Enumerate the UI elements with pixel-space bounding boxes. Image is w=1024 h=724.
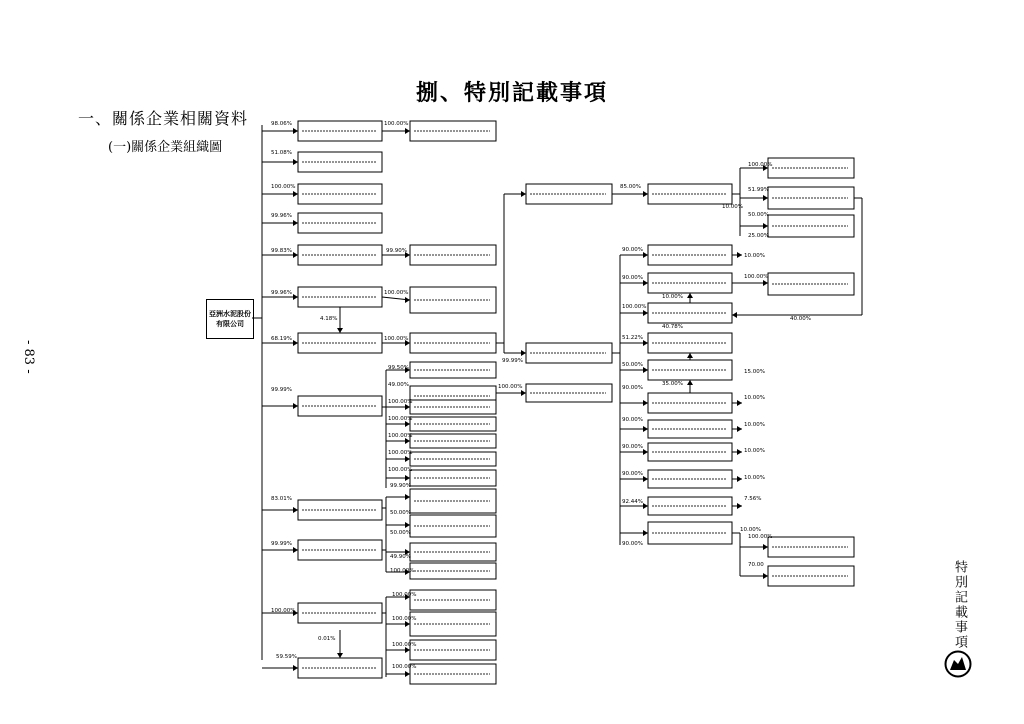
arrow-head-st-4 xyxy=(737,476,742,482)
percent-label-40: 51.22% xyxy=(622,335,643,341)
percent-label-10: 99.99% xyxy=(271,541,292,547)
percent-label-63: 10.00% xyxy=(744,475,765,481)
arrow-head-l45b xyxy=(763,280,768,286)
arrow-head-l34-2 xyxy=(643,310,648,316)
arrow-head-l23c xyxy=(521,390,526,396)
arrow-head-l45-1 xyxy=(763,195,768,201)
arrow-head-l34-8 xyxy=(643,476,648,482)
percent-label-6: 4.18% xyxy=(320,316,338,322)
arrow-head-l45c1 xyxy=(763,544,768,550)
arrow-head-b3-3 xyxy=(405,671,410,677)
percent-label-7: 68.19% xyxy=(271,336,292,342)
percent-label-30: 100.00% xyxy=(392,592,417,598)
percent-label-23: 100.00% xyxy=(388,450,413,456)
percent-label-1: 51.08% xyxy=(271,150,292,156)
percent-label-43: 90.00% xyxy=(622,417,643,423)
arrow-head-b1-5 xyxy=(405,475,410,481)
percent-label-17: 100.00% xyxy=(384,336,409,342)
percent-label-62: 10.00% xyxy=(744,448,765,454)
percent-label-55: 25.00% xyxy=(748,233,769,239)
percent-label-32: 100.00% xyxy=(392,642,417,648)
percent-label-59: 15.00% xyxy=(744,369,765,375)
page-number: - 83 - xyxy=(21,340,36,374)
arrow-head-l12-2 xyxy=(405,297,410,303)
percent-label-35: 100.00% xyxy=(498,384,523,390)
arrow-head-st-3 xyxy=(737,449,742,455)
percent-label-42: 90.00% xyxy=(622,385,643,391)
percent-label-25: 99.90% xyxy=(390,483,411,489)
percent-label-18: 99.50% xyxy=(388,365,409,371)
percent-label-65: 10.00% xyxy=(740,527,761,533)
percent-label-12: 0.01% xyxy=(318,636,336,642)
side-tab-label: 特別記載事項 xyxy=(952,560,967,650)
percent-label-15: 99.90% xyxy=(386,248,407,254)
arrow-head-c1-1 xyxy=(293,159,298,165)
percent-label-64: 7.56% xyxy=(744,496,762,502)
percent-label-58: 40.00% xyxy=(790,316,811,322)
arrow-head-l23b xyxy=(521,350,526,356)
percent-label-54: 50.00% xyxy=(748,212,769,218)
percent-label-49: 40.78% xyxy=(662,324,683,330)
percent-label-19: 49.00% xyxy=(388,382,409,388)
percent-label-21: 100.00% xyxy=(388,416,413,422)
arrow-head-c1-5 xyxy=(293,294,298,300)
percent-label-44: 90.00% xyxy=(622,444,643,450)
percent-label-9: 83.01% xyxy=(271,496,292,502)
arrow-head-l34-3 xyxy=(643,340,648,346)
arrow-head-c1-0 xyxy=(293,128,298,134)
percent-label-28: 49.90% xyxy=(390,554,411,560)
percent-label-3: 99.96% xyxy=(271,213,292,219)
percent-label-11: 100.00% xyxy=(271,608,296,614)
arrow-head-b1-4 xyxy=(405,456,410,462)
percent-label-39: 100.00% xyxy=(622,304,647,310)
arrow-head-r1h xyxy=(732,312,737,318)
percent-label-13: 59.59% xyxy=(276,654,297,660)
arrow-head-l34-6 xyxy=(643,426,648,432)
percent-label-41: 50.00% xyxy=(622,362,643,368)
arrow-head-l45-2 xyxy=(763,223,768,229)
percent-label-16: 100.00% xyxy=(384,290,409,296)
percent-label-36: 85.00% xyxy=(620,184,641,190)
arrow-head-b2-0 xyxy=(405,494,410,500)
percent-label-57: 100.00% xyxy=(744,274,769,280)
percent-label-52: 51.99% xyxy=(748,187,769,193)
percent-label-67: 70.00 xyxy=(748,562,764,568)
percent-label-4: 99.83% xyxy=(271,248,292,254)
percent-label-20: 100.00% xyxy=(388,399,413,405)
percent-label-0: 98.06% xyxy=(271,121,292,127)
arrow-head-c1-7 xyxy=(293,403,298,409)
arrow-head-st-0 xyxy=(737,252,742,258)
section-heading: 一、關係企業相關資料 xyxy=(78,109,249,128)
arrow-head-l34-5 xyxy=(643,400,648,406)
arrow-head-c1-8 xyxy=(293,507,298,513)
percent-label-27: 50.00% xyxy=(390,530,411,536)
percent-label-29: 100.00% xyxy=(390,568,415,574)
percent-label-8: 99.99% xyxy=(271,387,292,393)
arrow-head-l34-0 xyxy=(643,252,648,258)
arrow-head-u2 xyxy=(687,353,693,358)
arrow-head-st-5 xyxy=(737,503,742,509)
arrow-head-l34 xyxy=(643,191,648,197)
arrow-head-l45c2 xyxy=(763,573,768,579)
arrow-head-l34-9 xyxy=(643,503,648,509)
percent-label-5: 99.96% xyxy=(271,290,292,296)
percent-label-56: 10.00% xyxy=(744,253,765,259)
percent-label-14: 100.00% xyxy=(384,121,409,127)
arrow-head-u3 xyxy=(687,380,693,385)
percent-label-61: 10.00% xyxy=(744,422,765,428)
arrow-head-st-1 xyxy=(737,400,742,406)
percent-label-26: 50.00% xyxy=(390,510,411,516)
percent-label-31: 100.00% xyxy=(392,616,417,622)
percent-label-34: 99.99% xyxy=(502,358,523,364)
page-title: 捌、特別記載事項 xyxy=(415,80,608,106)
root-company-box: 亞洲水泥股份有限公司 xyxy=(206,299,254,339)
percent-label-51: 100.00% xyxy=(748,162,773,168)
arrow-head-u1 xyxy=(687,293,693,298)
percent-label-2: 100.00% xyxy=(271,184,296,190)
arrow-head-l34-10 xyxy=(643,530,648,536)
arrow-head-c1-11 xyxy=(293,665,298,671)
percent-label-53: 10.00% xyxy=(722,204,743,210)
subsection-heading: (一)關係企業組織圖 xyxy=(108,140,223,155)
percent-label-48: 10.00% xyxy=(662,294,683,300)
arrow-head-c1-3 xyxy=(293,220,298,226)
percent-label-38: 90.00% xyxy=(622,275,643,281)
arrow-head-l34-1 xyxy=(643,280,648,286)
arrow-head-v1 xyxy=(337,328,343,333)
arrow-head-c1-4 xyxy=(293,252,298,258)
arrow-head-c1-9 xyxy=(293,547,298,553)
percent-label-46: 92.44% xyxy=(622,499,643,505)
arrow-head-l34-7 xyxy=(643,449,648,455)
percent-label-33: 100.00% xyxy=(392,664,417,670)
percent-label-66: 100.00% xyxy=(748,534,773,540)
percent-label-37: 90.00% xyxy=(622,247,643,253)
arrow-head-c1-2 xyxy=(293,191,298,197)
percent-label-47: 90.00% xyxy=(622,541,643,547)
arrow-head-b2-1 xyxy=(405,522,410,528)
arrow-head-l12-0 xyxy=(405,128,410,134)
percent-label-45: 90.00% xyxy=(622,471,643,477)
percent-label-24: 100.00% xyxy=(388,467,413,473)
percent-label-22: 100.00% xyxy=(388,433,413,439)
percent-label-50: 35.00% xyxy=(662,381,683,387)
arrow-head-st-2 xyxy=(737,426,742,432)
arrow-head-v2 xyxy=(337,653,343,658)
arrow-head-l34-4 xyxy=(643,367,648,373)
arrow-head-c1-6 xyxy=(293,340,298,346)
percent-label-60: 10.00% xyxy=(744,395,765,401)
arrow-head-l23a xyxy=(521,191,526,197)
